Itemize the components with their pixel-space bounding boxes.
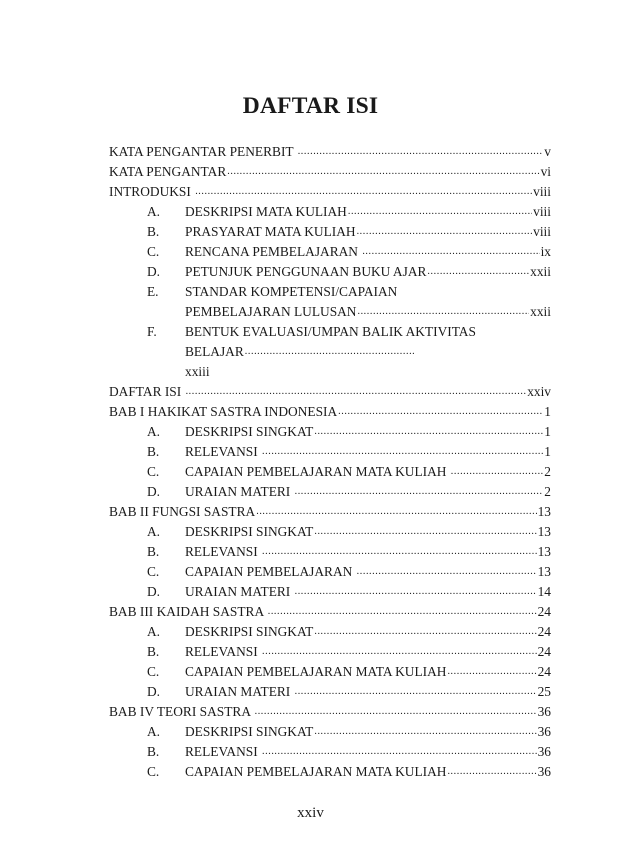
toc-entry-letter: D.	[147, 264, 161, 279]
toc-entry-page: ix	[540, 244, 551, 259]
toc-entry-letter: D.	[147, 584, 161, 599]
toc-entry[interactable]	[109, 162, 551, 182]
toc-subentry[interactable]	[109, 222, 551, 242]
toc-entry-page: vi	[540, 164, 551, 179]
toc-entry-letter: A.	[147, 724, 161, 739]
toc-subentry[interactable]	[109, 662, 551, 682]
toc-entry[interactable]	[109, 402, 551, 422]
toc-leader-dots	[447, 762, 536, 782]
toc-entry-title: BELAJAR	[185, 344, 244, 359]
toc-entry-letter: A.	[147, 624, 161, 639]
toc-entry-page: 24	[537, 604, 551, 619]
toc-entry-title: PEMBELAJARAN LULUSAN	[185, 304, 357, 319]
toc-leader-dots	[295, 482, 544, 502]
toc-entry[interactable]	[109, 282, 551, 322]
toc-entry-page: 36	[537, 724, 551, 739]
toc-leader-dots	[195, 182, 532, 202]
toc-subentry[interactable]	[109, 682, 551, 702]
toc-subentry[interactable]	[109, 562, 551, 582]
toc-subentry[interactable]	[109, 202, 551, 222]
toc-entry-letter: B.	[147, 644, 160, 659]
toc-entry-title: DESKRIPSI SINGKAT	[185, 524, 314, 539]
toc-entry-title: BAB IV TEORI SASTRA	[109, 704, 254, 719]
toc-subentry[interactable]	[109, 462, 551, 482]
toc-leader-dots	[427, 262, 529, 282]
toc-leader-dots	[256, 502, 536, 522]
toc-leader-dots	[262, 442, 543, 462]
toc-entry-page: 2	[544, 464, 551, 479]
toc-leader-dots	[362, 242, 539, 262]
toc-entry-letter: A.	[147, 204, 161, 219]
table-of-contents	[109, 142, 551, 782]
toc-entry-page: 36	[537, 744, 551, 759]
toc-entry-title: RELEVANSI	[185, 644, 262, 659]
toc-entry[interactable]	[109, 322, 551, 382]
toc-entry-title: CAPAIAN PEMBELAJARAN MATA KULIAH	[185, 664, 447, 679]
toc-entry-page: viii	[533, 224, 551, 239]
toc-leader-dots	[314, 522, 536, 542]
toc-entry-page: xxii	[530, 264, 551, 279]
toc-entry-letter: B.	[147, 544, 160, 559]
toc-entry[interactable]	[109, 142, 551, 162]
toc-entry-title: BAB III KAIDAH SASTRA	[109, 604, 267, 619]
toc-leader-dots	[186, 382, 527, 402]
toc-leader-dots	[447, 662, 536, 682]
toc-leader-dots	[338, 402, 543, 422]
toc-entry-title: DESKRIPSI SINGKAT	[185, 724, 314, 739]
toc-leader-dots	[451, 462, 544, 482]
toc-subentry[interactable]	[109, 742, 551, 762]
toc-entry-letter: C.	[147, 564, 160, 579]
toc-entry-page: 1	[544, 404, 551, 419]
toc-entry[interactable]	[109, 502, 551, 522]
toc-entry-title: BAB I HAKIKAT SASTRA INDONESIA	[109, 404, 338, 419]
toc-leader-dots	[262, 542, 537, 562]
toc-entry-title: CAPAIAN PEMBELAJARAN MATA KULIAH	[185, 464, 450, 479]
toc-entry-title: KATA PENGANTAR PENERBIT	[109, 144, 297, 159]
toc-entry-title: RELEVANSI	[185, 744, 262, 759]
toc-entry-page: 24	[537, 664, 551, 679]
toc-entry-letter: C.	[147, 764, 160, 779]
page-number: xxiv	[297, 805, 324, 821]
toc-leader-dots	[295, 682, 537, 702]
toc-entry-page: 36	[537, 764, 551, 779]
toc-entry-page: 14	[537, 584, 551, 599]
toc-entry-letter: E.	[147, 284, 159, 299]
toc-entry-letter: F.	[147, 324, 157, 339]
toc-leader-dots	[357, 562, 537, 582]
toc-entry-page: 36	[537, 704, 551, 719]
toc-entry-page: v	[544, 144, 551, 159]
toc-subentry[interactable]	[109, 422, 551, 442]
toc-leader-dots	[295, 582, 537, 602]
toc-leader-dots	[227, 162, 539, 182]
toc-entry[interactable]	[109, 182, 551, 202]
toc-entry-title: INTRODUKSI	[109, 184, 195, 199]
toc-entry-page: 24	[537, 624, 551, 639]
toc-leader-dots	[357, 222, 533, 242]
toc-leader-dots	[255, 702, 537, 722]
toc-leader-dots	[245, 342, 415, 362]
toc-entry-title: DAFTAR ISI	[109, 384, 185, 399]
toc-entry-title: PETUNJUK PENGGUNAAN BUKU AJAR	[185, 264, 427, 279]
toc-entry-letter: D.	[147, 684, 161, 699]
toc-entry-title: CAPAIAN PEMBELAJARAN	[185, 564, 356, 579]
toc-entry-title: URAIAN MATERI	[185, 684, 294, 699]
toc-entry-page: 13	[537, 504, 551, 519]
toc-entry-letter: B.	[147, 224, 160, 239]
toc-entry-title: RELEVANSI	[185, 444, 262, 459]
toc-entry-title: BENTUK EVALUASI/UMPAN BALIK AKTIVITAS	[185, 324, 476, 339]
toc-entry-title: CAPAIAN PEMBELAJARAN MATA KULIAH	[185, 764, 447, 779]
toc-leader-dots	[268, 602, 537, 622]
toc-entry[interactable]	[109, 702, 551, 722]
toc-entry-title: DESKRIPSI SINGKAT	[185, 424, 314, 439]
toc-entry[interactable]	[109, 382, 551, 402]
toc-entry-letter: D.	[147, 484, 161, 499]
toc-entry[interactable]	[109, 602, 551, 622]
toc-entry-letter: A.	[147, 424, 161, 439]
toc-subentry[interactable]	[109, 262, 551, 282]
toc-entry-letter: C.	[147, 464, 160, 479]
toc-subentry[interactable]	[109, 442, 551, 462]
toc-leader-dots	[314, 622, 536, 642]
toc-entry-title: KATA PENGANTAR	[109, 164, 227, 179]
toc-entry-page: 13	[537, 564, 551, 579]
toc-entry-letter: A.	[147, 524, 161, 539]
toc-entry-page: 1	[544, 444, 551, 459]
toc-subentry[interactable]	[109, 482, 551, 502]
toc-entry-letter: C.	[147, 244, 160, 259]
toc-leader-dots	[357, 302, 529, 322]
toc-entry-page: xxiii	[185, 364, 210, 379]
toc-subentry[interactable]	[109, 722, 551, 742]
toc-entry-page: viii	[533, 184, 551, 199]
toc-leader-dots	[298, 142, 544, 162]
toc-entry-letter: B.	[147, 744, 160, 759]
toc-entry-title: PRASYARAT MATA KULIAH	[185, 224, 356, 239]
toc-subentry[interactable]	[109, 762, 551, 782]
toc-entry-page: 24	[537, 644, 551, 659]
toc-entry-title: DESKRIPSI MATA KULIAH	[185, 204, 347, 219]
toc-leader-dots	[348, 202, 532, 222]
toc-entry-title: URAIAN MATERI	[185, 584, 294, 599]
toc-entry-page: 13	[537, 544, 551, 559]
page-title: DAFTAR ISI	[242, 93, 379, 119]
toc-entry-letter: C.	[147, 664, 160, 679]
toc-leader-dots	[262, 742, 537, 762]
toc-entry-page: 2	[544, 484, 551, 499]
toc-entry-title: URAIAN MATERI	[185, 484, 294, 499]
toc-entry-title: STANDAR KOMPETENSI/CAPAIAN	[185, 284, 398, 299]
toc-entry-page: viii	[533, 204, 551, 219]
toc-entry-title: DESKRIPSI SINGKAT	[185, 624, 314, 639]
toc-entry-title: BAB II FUNGSI SASTRA	[109, 504, 256, 519]
toc-subentry[interactable]	[109, 522, 551, 542]
toc-leader-dots	[314, 722, 536, 742]
toc-leader-dots	[314, 422, 543, 442]
toc-entry-letter: B.	[147, 444, 160, 459]
toc-subentry[interactable]	[109, 542, 551, 562]
toc-entry-page: 1	[544, 424, 551, 439]
toc-subentry[interactable]	[109, 242, 551, 262]
toc-subentry[interactable]	[109, 622, 551, 642]
toc-entry-page: 25	[537, 684, 551, 699]
toc-subentry[interactable]	[109, 642, 551, 662]
toc-entry-page: xxii	[530, 304, 551, 319]
toc-entry-page: xxiv	[527, 384, 551, 399]
toc-entry-page: 13	[537, 524, 551, 539]
toc-entry-title: RENCANA PEMBELAJARAN	[185, 244, 362, 259]
toc-entry-title: RELEVANSI	[185, 544, 262, 559]
toc-subentry[interactable]	[109, 582, 551, 602]
toc-leader-dots	[262, 642, 537, 662]
